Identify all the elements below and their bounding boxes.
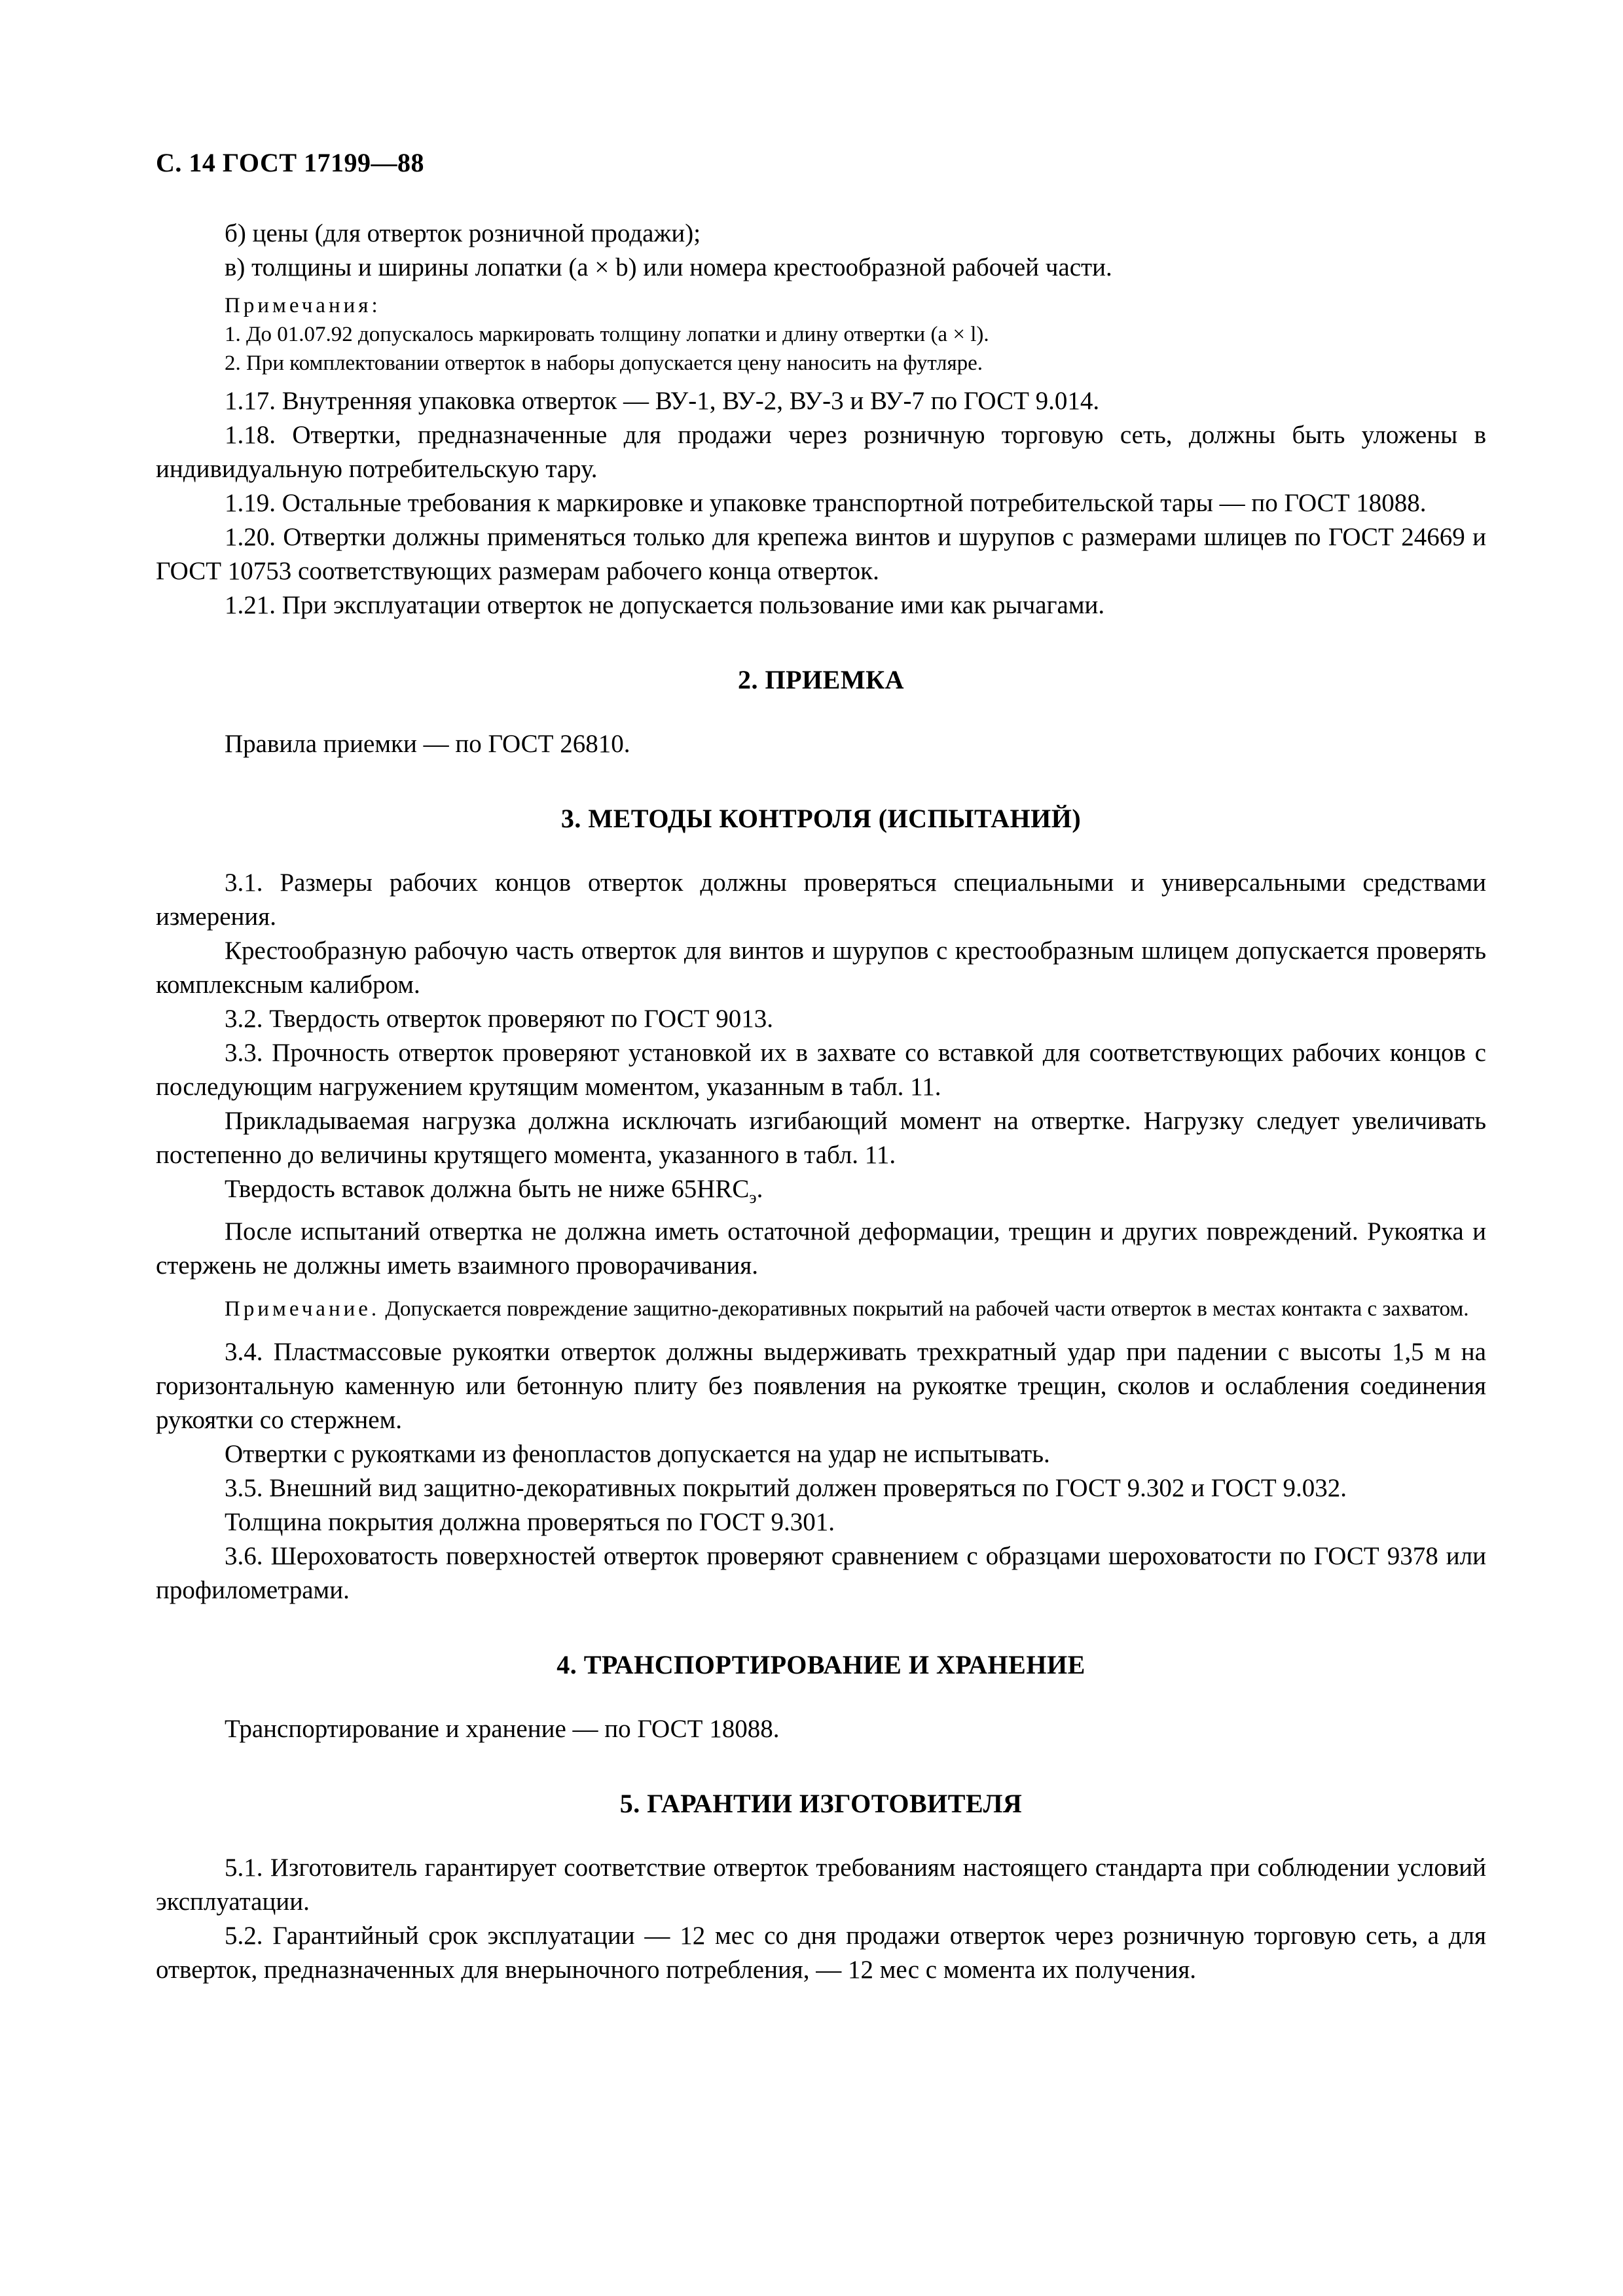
hardness-subscript: э — [749, 1187, 757, 1207]
hardness-end: . — [756, 1175, 763, 1203]
section-4-title: 4. ТРАНСПОРТИРОВАНИЕ И ХРАНЕНИЕ — [556, 1649, 1085, 1679]
paragraph-3-3: 3.3. Прочность отверток проверяют установкой их в захвате со вставкой для соответствующих рабочих концов с последующим нагружением крутящим моментом, указанным в табл. 11. — [156, 1039, 1486, 1101]
paragraph-3-6: 3.6. Шероховатость поверхностей отверток проверяют сравнением с образцами шероховатости по ГОСТ 9378 или профилометрами. — [156, 1541, 1486, 1604]
paragraph-3-5: 3.5. Внешний вид защитно-декоративных покрытий должен проверяться по ГОСТ 9.302 и ГОСТ 9.032. — [225, 1473, 1347, 1502]
list-item-v: в) толщины и ширины лопатки (a × b) или номера крестообразной рабочей части. — [225, 253, 1112, 281]
document-page — [156, 147, 1486, 1987]
section-2-title: 2. ПРИЕМКА — [738, 665, 904, 694]
paragraph-3-3-after: После испытаний отвертка не должна иметь остаточной деформации, трещин и других повреждений. Рукоятка и стержень не должны иметь взаимного проворачивания. — [156, 1217, 1486, 1280]
note-text: Допускается повреждение защитно-декоративных покрытий на рабочей части отверток в местах контакта с захватом. — [380, 1297, 1469, 1321]
section-2-text: Правила приемки — по ГОСТ 26810. — [225, 730, 630, 758]
note-item-2: 2. При комплектовании отверток в наборы допускается цену наносить на футляре. — [225, 351, 983, 375]
paragraph-5-2: 5.2. Гарантийный срок эксплуатации — 12 мес со дня продажи отверток через розничную торговую сеть, а для отверток, предназначенных для внерыночного потребления, — 12 мес с момента их получения. — [156, 1921, 1486, 1984]
paragraph-3-4: 3.4. Пластмассовые рукоятки отверток должны выдерживать трехкратный удар при падении с высоты 1,5 м на горизонтальную каменную или бетонную плиту без появления на рукоятке трещин, сколов и ослабления соединения рукоятки со стержнем. — [156, 1337, 1486, 1434]
hardness-text: Твердость вставок должна быть не ниже 65HRC — [225, 1175, 750, 1203]
note-3-3 — [156, 1295, 1486, 1323]
paragraph-3-5-thickness: Толщина покрытия должна проверяться по ГОСТ 9.301. — [225, 1507, 835, 1536]
paragraph-3-1-cross: Крестообразную рабочую часть отверток для винтов и шурупов с крестообразным шлицем допускается проверять комплексным калибром. — [156, 937, 1486, 999]
paragraph-5-1: 5.1. Изготовитель гарантирует соответствие отверток требованиям настоящего стандарта при соблюдении условий эксплуатации. — [156, 1853, 1486, 1916]
paragraph-3-4-pheno: Отвертки с рукоятками из фенопластов допускается на удар не испытывать. — [225, 1439, 1050, 1468]
note-item-1: 1. До 01.07.92 допускалось маркировать толщину лопатки и длину отвертки (a × l). — [225, 323, 989, 346]
paragraph-3-2: 3.2. Твердость отверток проверяют по ГОСТ 9013. — [225, 1005, 773, 1033]
section-4-text: Транспортирование и хранение — по ГОСТ 18088. — [225, 1714, 780, 1743]
paragraph-1-18: 1.18. Отвертки, предназначенные для продажи через розничную торговую сеть, должны быть уложены в индивидуальную потребительскую тару. — [156, 421, 1486, 483]
paragraph-3-3-load: Прикладываемая нагрузка должна исключать изгибающий момент на отвертке. Нагрузку следует увеличивать постепенно до величины крутящего момента, указанного в табл. 11. — [156, 1107, 1486, 1169]
notes-title: Примечания: — [225, 294, 381, 317]
paragraph-1-20: 1.20. Отвертки должны применяться только для крепежа винтов и шурупов с размерами шлицев по ГОСТ 24669 и ГОСТ 10753 соответствующих размерам рабочего конца отверток. — [156, 523, 1486, 585]
paragraph-1-21: 1.21. При эксплуатации отверток не допускается пользование ими как рычагами. — [225, 591, 1105, 619]
list-item-b: б) цены (для отверток розничной продажи); — [225, 219, 701, 247]
section-5-title: 5. ГАРАНТИИ ИЗГОТОВИТЕЛЯ — [619, 1788, 1023, 1818]
paragraph-3-3-hardness — [156, 1172, 1486, 1215]
note-label: Примечание. — [225, 1297, 380, 1321]
paragraph-3-1: 3.1. Размеры рабочих концов отверток должны проверяться специальными и универсальными средствами измерения. — [156, 869, 1486, 931]
paragraph-1-17: 1.17. Внутренняя упаковка отверток — ВУ-1, ВУ-2, ВУ-3 и ВУ-7 по ГОСТ 9.014. — [225, 387, 1100, 415]
section-1-continued — [156, 384, 1486, 622]
section-3-title: 3. МЕТОДЫ КОНТРОЛЯ (ИСПЫТАНИЙ) — [560, 804, 1082, 833]
paragraph-1-19: 1.19. Остальные требования к маркировке и упаковке транспортной потребительской тары — по ГОСТ 18088. — [225, 489, 1427, 517]
page-header: С. 14 ГОСТ 17199—88 — [156, 148, 425, 177]
